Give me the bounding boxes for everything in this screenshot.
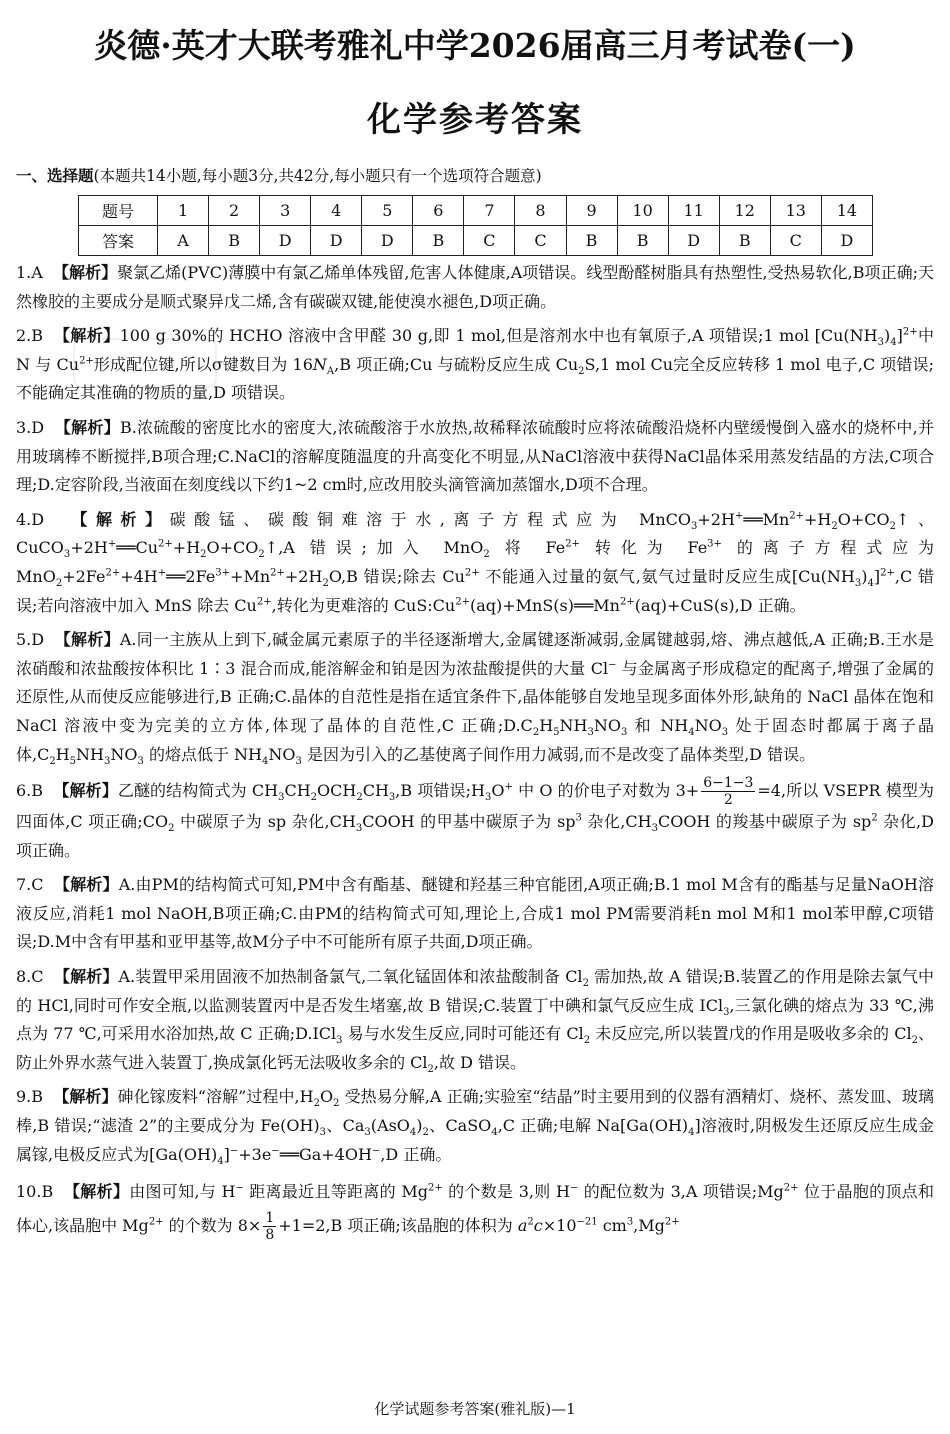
question-4: 4.D 【解析】碳酸锰、碳酸铜难溶于水,离子方程式应为 $MnCO_3+2H^+══Mn^{2+}+H_2O+CO_2↑$、$CuCO_3+2H^+══Cu^{2+}+H_2O+CO_2↑,A$ 错误;加入 MnO$_2$ 将 $Fe^{2+}$ 转化为 $Fe^{3+}$ 的离子方程式应为 $MnO_2+2Fe^{2+}+4H^+══2Fe^{3+}+Mn^{2+}+2H_2O,B$ 错误;除去 $Cu^{2+}$ 不能通入过量的氨气,氨气过量时反应生成$[Cu(NH_3)_4]^{2+},C$ 错误;若向溶液中加入 MnS 除去 $Cu^{2+}$,转化为更难溶的 $CuS:Cu^{2+}(aq)+MnS(s)══Mn^{2+}(aq)+CuS(s),D$ 正确。: [16, 509, 934, 615]
question-8: 8.C 【解析】A.装置甲采用固液不加热制备氯气,二氧化锰固体和浓盐酸制备 $Cl_2$ 需加热,故 A 错误;B.装置乙的作用是除去氯气中的 HCl,同时可作安全瓶,以监测装置丙中是否发生堵塞,故 B 错误;C.装置丁中碘和氯气反应生成 ICl$_3$,三氯化碘的熔点为 33 ℃,沸点为 77 ℃,可采用水浴加热,故 C 正确;D.ICl$_3$ 易与水发生反应,同时可能还有 $Cl_2$ 未反应完,所以装置戊的作用是吸收多余的 $Cl_2$、防止外界水蒸气进入装置丁,换成氯化钙无法吸收多余的 $Cl_2$,故 D 错误。: [16, 967, 935, 1076]
analysis-tag: 【解析】: [54, 630, 120, 650]
table-cell: B: [617, 226, 668, 256]
question-text: B.浓硫酸的密度比水的密度大,浓硫酸溶于水放热,故稀释浓硫酸时应将浓硫酸沿烧杯内壁缓慢倒入盛水的烧杯中,并用玻璃棒不断搅拌,B项合理;C.NaCl的溶解度随温度的升高变化不明显,从NaCl溶液中获得NaCl晶体采用蒸发结晶的方法,C项合理;D.定容阶段,当液面在刻度线以下约1~2 cm时,应改用胶头滴管滴加蒸馏水,D项不合理。: [16, 417, 935, 495]
table-cell: 6: [413, 196, 464, 226]
answer-table-answer-row: [79, 226, 873, 256]
table-cell: D: [362, 226, 413, 256]
question-3: [16, 414, 934, 500]
table-cell: B: [566, 226, 617, 256]
table-cell: A: [158, 226, 209, 256]
question-number: 7.C: [16, 875, 44, 895]
question-number: 2.B: [16, 326, 44, 346]
question-number: 5.D: [16, 630, 45, 650]
question-2: 2.B 【解析】100 g 30%的 HCHO 溶液中含甲醛 30 g,即 1 mol,但是溶剂水中也有氧原子,A 项错误;1 mol $[Cu(NH_3)_4]^{2+}$中 N 与 $Cu^{2+}$形成配位键,所以σ键数目为 $16N_A,B$ 项正确;Cu 与硫粉反应生成 $Cu_2S,1$ mol Cu完全反应转移 1 mol 电子,C 项错误;不能确定其准确的物质的量,D 项错误。: [16, 326, 934, 403]
table-cell: B: [413, 226, 464, 256]
table-cell: B: [719, 226, 770, 256]
section-note: (本题共14小题,每小题3分,共42分,每小题只有一个选项符合题意): [93, 167, 542, 185]
table-cell: B: [209, 226, 260, 256]
table-cell: 4: [311, 196, 362, 226]
table-cell: 7: [464, 196, 515, 226]
analysis-tag: 【解析】: [53, 263, 118, 282]
answer-table-number-row: [79, 196, 873, 226]
page-footer: 化学试题参考答案(雅礼版)—1: [374, 1400, 576, 1418]
question-text: A.由PM的结构简式可知,PM中含有酯基、醚键和羟基三种官能团,A项正确;B.1 mol M含有的酯基与足量NaOH溶液反应,消耗1 mol NaOH,B项正确;C.由PM的结构简式可知,理论上,合成1 mol PM需要消耗n mol M和1 mol苯甲醇,C项错误;D.M中含有甲基和亚甲基等,故M分子中不可能所有原子共面,D项正确。: [16, 875, 934, 952]
analysis-tag: 【解析】: [54, 417, 120, 437]
answer-explanations: [16, 259, 934, 1243]
table-cell: 13: [770, 196, 821, 226]
question-number: 8.C: [16, 967, 44, 987]
question-1: [16, 259, 934, 316]
analysis-tag: 【解析】: [71, 509, 170, 529]
question-6: 6.B 【解析】乙醚的结构简式为 $CH_3CH_2OCH_2CH_3,B$ 项错误$;H_3O^+$ 中 O 的价电子对数为 3+ $\frac{6-1-3}{2}$ =4,所以 VSEPR 模型为四面体,C 项正确$;CO_2$ 中碳原子为 sp 杂化$,CH_3COOH$ 的甲基中碳原子为 $sp^3$ 杂化$,CH_3COOH$ 的羧基中碳原子为 $sp^2$ 杂化,D 项正确。: [16, 775, 934, 860]
table-cell: 14: [821, 196, 872, 226]
analysis-tag: 【解析】: [53, 967, 119, 987]
table-cell: D: [821, 226, 872, 256]
table-cell: 8: [515, 196, 566, 226]
table-cell: C: [770, 226, 821, 256]
table-cell: 2: [209, 196, 260, 226]
question-text: 聚氯乙烯(PVC)薄膜中有氯乙烯单体残留,危害人体健康,A项错误。线型酚醛树脂具有热塑性,受热易软化,B项正确;天然橡胶的主要成分是顺式聚异戊二烯,含有碳碳双键,能使溴水褪色,D项正确。: [16, 263, 934, 311]
question-number: 6.B: [16, 781, 44, 801]
table-cell: 1: [158, 196, 209, 226]
analysis-tag: 【解析】: [53, 781, 118, 801]
row-label-number: 题号: [79, 196, 158, 226]
question-7: [16, 871, 934, 957]
table-cell: C: [464, 226, 515, 256]
table-cell: 9: [566, 196, 617, 226]
fraction: $\frac{6-1-3}{2}$: [703, 775, 754, 809]
table-cell: 10: [617, 196, 668, 226]
answer-subtitle: 化学参考答案: [367, 100, 583, 140]
question-number: 10.B: [16, 1182, 54, 1202]
table-cell: D: [260, 226, 311, 256]
table-cell: C: [515, 226, 566, 256]
question-5: 5.D 【解析】A.同一主族从上到下,碱金属元素原子的半径逐渐增大,金属键逐渐减弱,金属键越弱,熔、沸点越低,A 正确;B.王水是浓硝酸和浓盐酸按体积比 1∶3 混合而成,能溶解金和铂是因为浓盐酸提供的大量 Cl− 与金属离子形成稳定的配离子,增强了金属的还原性,从而使反应能够进行,B 正确;C.晶体的自范性是指在适宜条件下,晶体能够自发地呈现多面体外形,缺角的 NaCl 晶体在饱和 NaCl 溶液中变为完美的立方体,体现了晶体的自范性,C 正确$;D.C_2H_5NH_3NO_3$ 和 $NH_4NO_3$ 处于固态时都属于离子晶体$,C_2H_5NH_3NO_3$ 的熔点低于 $NH_4NO_3$ 是因为引入的乙基使离子间作用力减弱,而不是改变了晶体类型,D 错误。: [16, 630, 935, 767]
table-cell: D: [668, 226, 719, 256]
table-cell: 5: [362, 196, 413, 226]
analysis-tag: 【解析】: [53, 1087, 118, 1107]
question-number: 1.A: [16, 263, 43, 282]
section-heading: [16, 164, 542, 186]
analysis-tag: 【解析】: [63, 1182, 130, 1202]
fraction: $\frac{1}{8}$: [265, 1210, 275, 1244]
question-number: 3.D: [16, 417, 45, 437]
analysis-tag: 【解析】: [54, 875, 119, 895]
section-title: 一、选择题: [16, 166, 94, 185]
table-cell: 11: [668, 196, 719, 226]
question-number: 9.B: [16, 1087, 44, 1107]
answer-table: [78, 195, 873, 256]
question-number: 4.D: [16, 509, 45, 529]
row-label-answer: 答案: [79, 226, 158, 256]
question-10: 10.B 【解析】由图可知,与 H− 距离最近且等距离的 $Mg^{2+}$ 的个数是 3,则 H− 的配位数为 3,A 项错误$;Mg^{2+}$ 位于晶胞的顶点和体心,该晶胞中 $Mg^{2+}$ 的个数为 8× $\frac{1}{8}$ +1=2,B 项正确;该晶胞的体积为 $a^2c\times 10^{-21}$ $cm^3,Mg^{2+}$: [16, 1182, 934, 1244]
table-cell: D: [311, 226, 362, 256]
analysis-tag: 【解析】: [54, 326, 120, 346]
exam-title: 炎德·英才大联考雅礼中学2026届高三月考试卷(一): [94, 26, 856, 65]
table-cell: 12: [719, 196, 770, 226]
question-9: 9.B 【解析】砷化镓废料“溶解”过程中$,H_2O_2$ 受热易分解,A 正确;实验室“结晶”时主要用到的仪器有酒精灯、烧杯、蒸发皿、玻璃棒,B 错误;“滤渣 2”的主要成分为 $Fe(OH)_3$、$Ca_3(AsO_4)_2$、CaSO$_4$,C 正确;电解 $Na[Ga(OH)_4]$溶液时,阴极发生还原反应生成金属镓,电极反应式为$[Ga(OH)_4]^-+3e^-══Ga+4OH^-,D$ 正确。: [16, 1087, 934, 1167]
table-cell: 3: [260, 196, 311, 226]
